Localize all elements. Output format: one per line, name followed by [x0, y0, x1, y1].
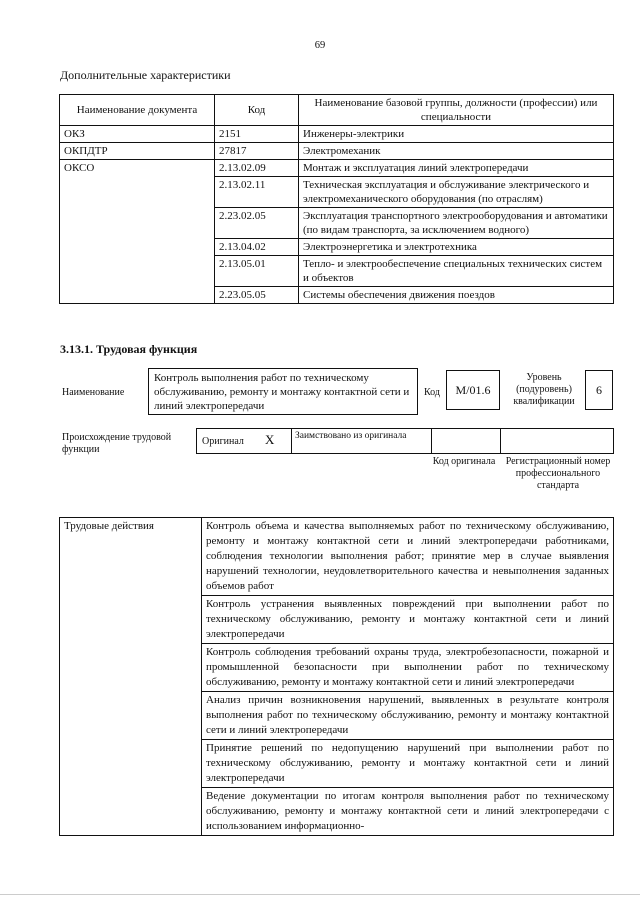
cell-name: Техническая эксплуатация и обслуживание электрического и электромеханического оборудования (по отраслям)	[299, 177, 614, 208]
function-code-box	[446, 370, 500, 410]
cell-code: 2.23.05.05	[215, 287, 299, 304]
original-code-cell	[431, 429, 501, 453]
page-number: 69	[314, 40, 326, 51]
page-edge-line	[0, 894, 640, 895]
table-row	[60, 518, 614, 596]
action-item: Принятие решений по недопущению нарушений при выполнении работ по техническому обслуживанию, ремонту и монтажу контактной сети и линий электропередачи	[202, 740, 614, 788]
header-group-name: Наименование базовой группы, должности (профессии) или специальности	[299, 95, 614, 126]
level-box	[585, 370, 613, 410]
table-row	[60, 143, 614, 160]
origin-box	[196, 428, 614, 454]
reg-number-caption: Регистрационный номер профессионального стандарта	[505, 456, 611, 491]
cell-name: Тепло- и электрообеспечение специальных технических систем и объектов	[299, 256, 614, 287]
header-document: Наименование документа	[60, 95, 215, 126]
code-label: Код	[424, 387, 440, 398]
section-title: Дополнительные характеристики	[60, 68, 231, 82]
cell-name: Электроэнергетика и электротехника	[299, 239, 614, 256]
level-label: Уровень (подуровень) квалификации	[513, 372, 575, 407]
original-label: Оригинал	[202, 436, 244, 447]
reg-number-cell	[501, 429, 611, 453]
table-header-row	[60, 95, 614, 126]
action-item: Ведение документации по итогам контроля выполнения работ по техническому обслуживанию, ремонту и монтажу контактной сети и линий электропередачи с использованием информационно-	[202, 788, 614, 836]
cell-code: 2.13.05.01	[215, 256, 299, 287]
cell-name: Электромеханик	[299, 143, 614, 160]
function-name-value: Контроль выполнения работ по техническому обслуживанию, ремонту и монтажу контактной сети и линий электропередачи	[154, 372, 410, 412]
labor-actions-table	[59, 517, 614, 836]
actions-label: Трудовые действия	[60, 518, 202, 836]
function-code-value: M/01.6	[455, 383, 491, 397]
borrowed-label: Заимствовано из оригинала	[295, 431, 407, 441]
code-original-caption: Код оригинала	[432, 456, 496, 467]
cell-doc: ОКПДТР	[60, 143, 215, 160]
origin-label: Происхождение трудовой функции	[62, 432, 172, 455]
action-item: Контроль устранения выявленных повреждений при выполнении работ по техническому обслуживанию, ремонту и монтажу контактной сети и линий электропередачи	[202, 596, 614, 644]
characteristics-table	[59, 94, 614, 304]
action-item: Анализ причин возникновения нарушений, выявленных в результате контроля выполнения работ по техническому обслуживанию, ремонту и монтажу контактной сети и линий электропередачи	[202, 692, 614, 740]
cell-code: 2.13.02.11	[215, 177, 299, 208]
cell-doc: ОКСО	[60, 160, 215, 304]
cell-name: Инженеры-электрики	[299, 126, 614, 143]
cell-doc: ОКЗ	[60, 126, 215, 143]
cell-name: Монтаж и эксплуатация линий электропередачи	[299, 160, 614, 177]
level-value: 6	[596, 383, 602, 397]
cell-code: 2151	[215, 126, 299, 143]
original-mark: X	[265, 432, 275, 447]
name-label: Наименование	[62, 387, 125, 398]
table-row	[60, 160, 614, 177]
original-cell	[197, 429, 292, 453]
header-code: Код	[215, 95, 299, 126]
cell-code: 2.13.02.09	[215, 160, 299, 177]
cell-code: 2.13.04.02	[215, 239, 299, 256]
cell-name: Эксплуатация транспортного электрооборудования и автоматики (по видам транспорта, за исключением водного)	[299, 208, 614, 239]
action-item: Контроль соблюдения требований охраны труда, электробезопасности, пожарной и промышленной безопасности при выполнении работ по техническому обслуживанию, ремонту и монтажу контактной сети и линий электропередачи	[202, 644, 614, 692]
function-title: 3.13.1. Трудовая функция	[60, 342, 198, 356]
cell-code: 27817	[215, 143, 299, 160]
table-row	[60, 126, 614, 143]
cell-code: 2.23.02.05	[215, 208, 299, 239]
action-item: Контроль объема и качества выполняемых работ по техническому обслуживанию, ремонту и монтажу контактной сети и линий электропередачи работниками, соблюдения технологии выполнения работ; принятие мер в случае выявления нарушений технологии, неудовлетворительного качества и невыполнения заданных объемов работ	[202, 518, 614, 596]
cell-name: Системы обеспечения движения поездов	[299, 287, 614, 304]
function-name-box	[148, 368, 418, 415]
